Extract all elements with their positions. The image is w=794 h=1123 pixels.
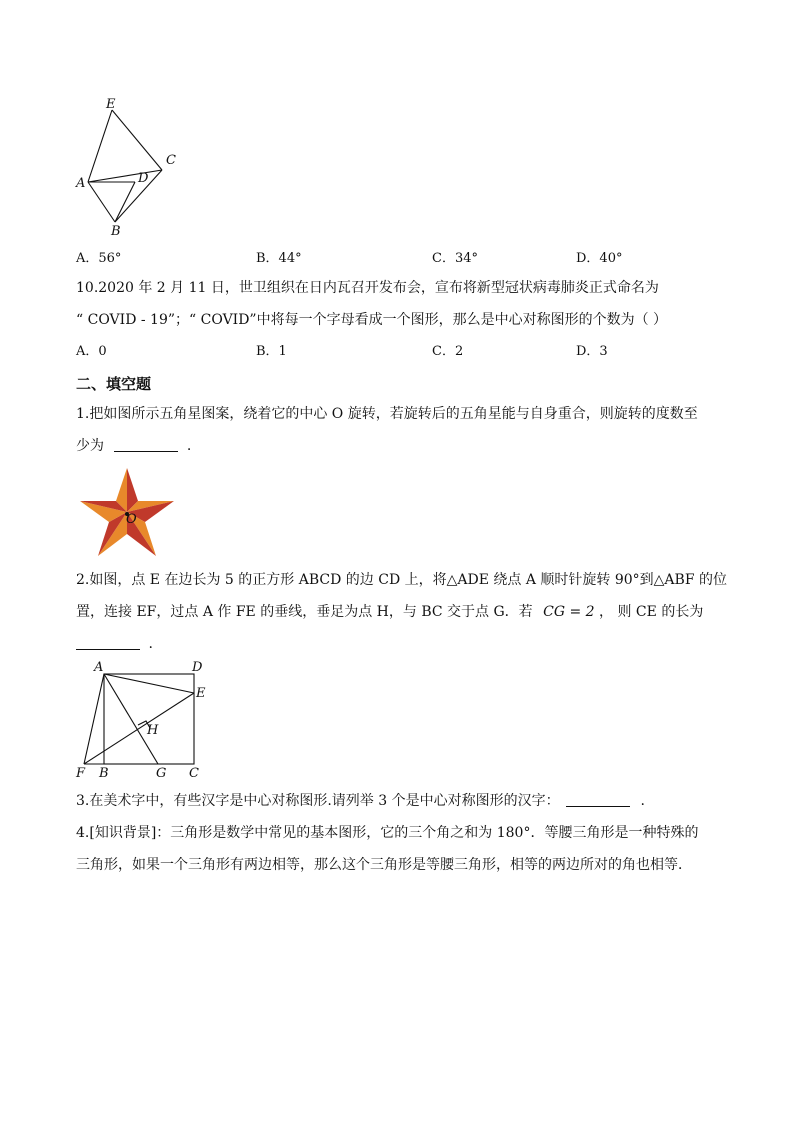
fill1-prefix: 少为 [76,438,104,454]
q9-option-c: C．34° [432,251,478,266]
label-e: E [106,97,116,112]
fill2-line-2 [76,602,703,622]
fill2-answer-blank[interactable] [76,635,140,650]
label-c: C [189,766,199,781]
q10-option-b: B．1 [256,344,287,359]
label-b: B [111,224,121,239]
fill3-suffix: . [640,793,645,809]
q10-option-a: A．0 [76,344,107,359]
fill1-answer-blank[interactable] [114,437,178,452]
q9-option-d: D．40° [576,251,623,266]
q10-option-c: C．2 [432,344,464,359]
star-figure [76,464,178,560]
q10-line-1: 10.2020 年 2 月 11 日，世卫组织在日内瓦召开发布会，宣布将新型冠状病毒肺炎正式命名为 [76,280,659,296]
fill4-line-1: 4.[知识背景]：三角形是数学中常见的基本图形，它的三个角之和为 180°．等腰三角形是一种特殊的 [76,825,699,841]
fill2-line-1: 2.如图，点 E 在边长为 5 的正方形 ABCD 的边 CD 上，将△ADE 绕点 A 顺时针旋转 90°到△ABF 的位 [76,572,727,588]
fill2-suffix: . [148,636,153,652]
label-d: D [138,171,149,186]
fill3-answer-blank[interactable] [566,792,630,807]
q9-option-b: B．44° [256,251,302,266]
fill1-suffix: . [186,438,192,454]
q9-option-a: A．56° [76,251,122,266]
label-e: E [196,686,206,701]
fill1-line-1: 1.把如图所示五角星图案，绕着它的中心 O 旋转，若旋转后的五角星能与自身重合，则旋转的度数至 [76,406,698,422]
star-label-o: O [126,512,137,527]
fill3-prefix: 3.在美术字中，有些汉字是中心对称图形.请列举 3 个是中心对称图形的汉字： [76,793,560,809]
label-d: D [192,660,203,675]
label-c: C [166,153,176,168]
fill2-math: CG = 2 [543,604,595,620]
label-a: A [94,660,104,675]
q10-line-2: “ COVID - 19”；“ COVID”中将每一个字母看成一个图形，那么是中心对称图形的个数为（ ） [76,312,668,328]
label-h: H [147,723,159,738]
figure-fill2-square [70,656,220,782]
section-title: 二、填空题 [76,375,152,393]
label-a: A [76,176,86,191]
label-f: F [76,766,86,781]
fill2-line2-prefix: 置，连接 EF，过点 A 作 FE 的垂线，垂足为点 H，与 BC 交于点 G．若 [76,604,533,620]
fill1-line-2 [76,436,191,456]
label-b: B [99,766,109,781]
figure-q9-quadrilateral [70,92,190,242]
label-g: G [156,766,167,781]
fill3-line [76,791,645,811]
fill2-line2-suffix: ， 则 CE 的长为 [599,604,704,620]
q10-option-d: D．3 [576,344,608,359]
fill2-line-3 [76,634,153,654]
fill4-line-2: 三角形，如果一个三角形有两边相等，那么这个三角形是等腰三角形，相等的两边所对的角也相等． [76,857,692,873]
